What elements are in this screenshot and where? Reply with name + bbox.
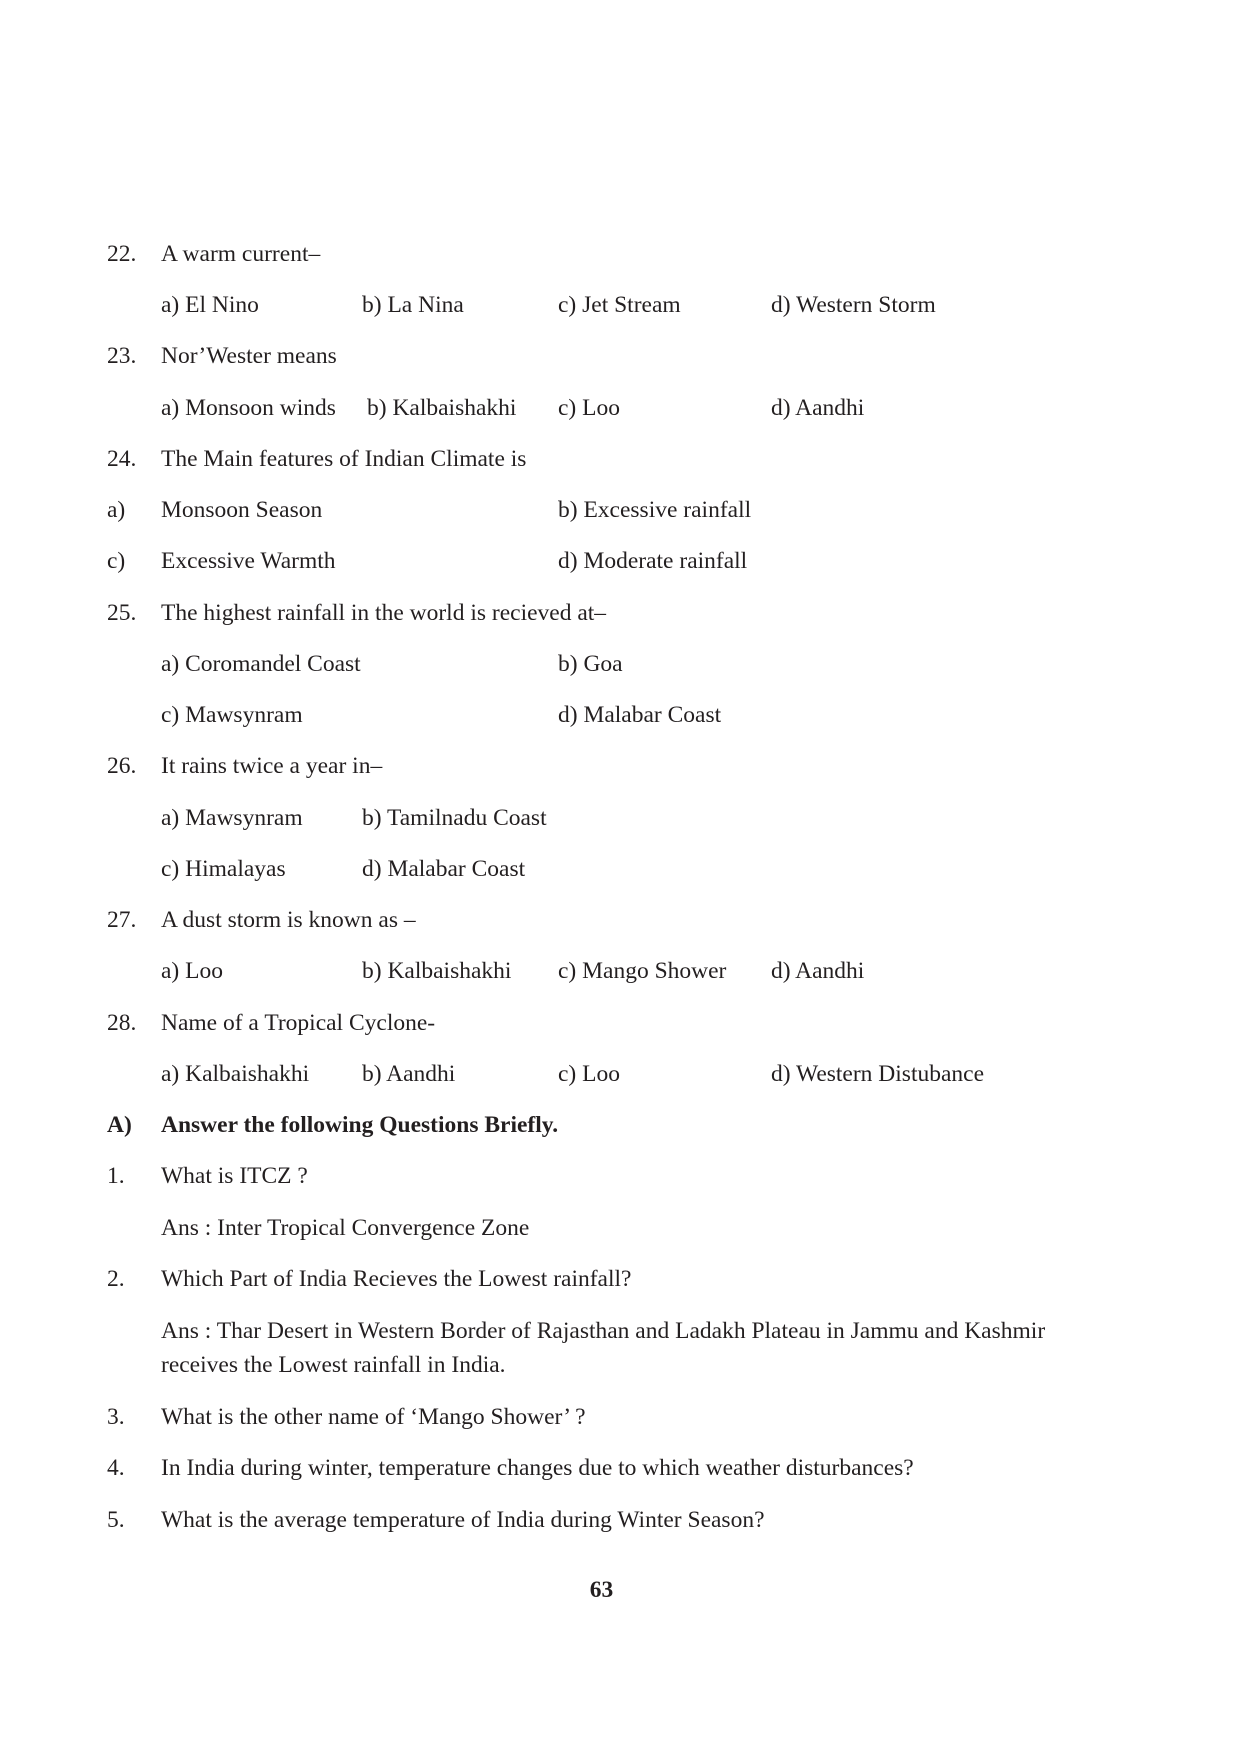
question-number: 22. xyxy=(107,241,137,267)
option: Excessive Warmth xyxy=(161,548,336,574)
option: d) Malabar Coast xyxy=(558,702,722,728)
question-number: 2. xyxy=(107,1266,125,1292)
option: b) Aandhi xyxy=(362,1061,456,1087)
option: a) Mawsynram xyxy=(161,805,303,831)
option: a) Monsoon winds xyxy=(161,395,336,421)
option: c) Jet Stream xyxy=(558,292,681,318)
question-text: The highest rainfall in the world is recieved at– xyxy=(161,600,607,626)
option: c) Mawsynram xyxy=(161,702,303,728)
question-number: 4. xyxy=(107,1455,125,1481)
question-number: 24. xyxy=(107,446,137,472)
question-number: 1. xyxy=(107,1163,125,1189)
question-text: It rains twice a year in– xyxy=(161,753,383,779)
question-text: In India during winter, temperature changes due to which weather disturbances? xyxy=(161,1455,914,1481)
question-text: A dust storm is known as – xyxy=(161,907,416,933)
option: b) Kalbaishakhi xyxy=(362,958,512,984)
question-text: The Main features of Indian Climate is xyxy=(161,446,527,472)
option: b) Excessive rainfall xyxy=(558,497,752,523)
option: a) Coromandel Coast xyxy=(161,651,361,677)
option: b) Kalbaishakhi xyxy=(367,395,517,421)
answer-text: Ans : Thar Desert in Western Border of Rajasthan and Ladakh Plateau in Jammu and Kashmir receives the Lowest rainfall in India. xyxy=(161,1318,1046,1378)
question-number: 27. xyxy=(107,907,137,933)
question-text: Name of a Tropical Cyclone- xyxy=(161,1010,436,1036)
option: c) Loo xyxy=(558,395,620,421)
option: d) Malabar Coast xyxy=(362,856,526,882)
option: c) Loo xyxy=(558,1061,620,1087)
option: d) Aandhi xyxy=(771,958,865,984)
page-number: 63 xyxy=(589,1577,614,1603)
option: d) Western Storm xyxy=(771,292,936,318)
question-text: Nor’Wester means xyxy=(161,343,337,369)
option: d) Moderate rainfall xyxy=(558,548,748,574)
option: c) Himalayas xyxy=(161,856,286,882)
option: c) Mango Shower xyxy=(558,958,727,984)
question-number: 26. xyxy=(107,753,137,779)
section-title: Answer the following Questions Briefly. xyxy=(161,1112,559,1138)
question-number: 28. xyxy=(107,1010,137,1036)
option: a) El Nino xyxy=(161,292,259,318)
option: b) La Nina xyxy=(362,292,464,318)
question-number: 23. xyxy=(107,343,137,369)
answer-text: Ans : Inter Tropical Convergence Zone xyxy=(161,1215,530,1241)
question-text: Which Part of India Recieves the Lowest rainfall? xyxy=(161,1266,632,1292)
question-number: 25. xyxy=(107,600,137,626)
question-number: 5. xyxy=(107,1507,125,1533)
option-label: a) xyxy=(107,497,126,523)
option: d) Western Distubance xyxy=(771,1061,985,1087)
option: a) Kalbaishakhi xyxy=(161,1061,310,1087)
option: a) Loo xyxy=(161,958,223,984)
question-number: 3. xyxy=(107,1404,125,1430)
option: b) Tamilnadu Coast xyxy=(362,805,547,831)
question-text: What is the other name of ‘Mango Shower’ ? xyxy=(161,1404,586,1430)
question-text: What is the average temperature of India during Winter Season? xyxy=(161,1507,765,1533)
question-text: What is ITCZ ? xyxy=(161,1163,308,1189)
section-label: A) xyxy=(107,1112,132,1138)
option: Monsoon Season xyxy=(161,497,323,523)
option: d) Aandhi xyxy=(771,395,865,421)
option-label: c) xyxy=(107,548,126,574)
option: b) Goa xyxy=(558,651,623,677)
question-text: A warm current– xyxy=(161,241,321,267)
